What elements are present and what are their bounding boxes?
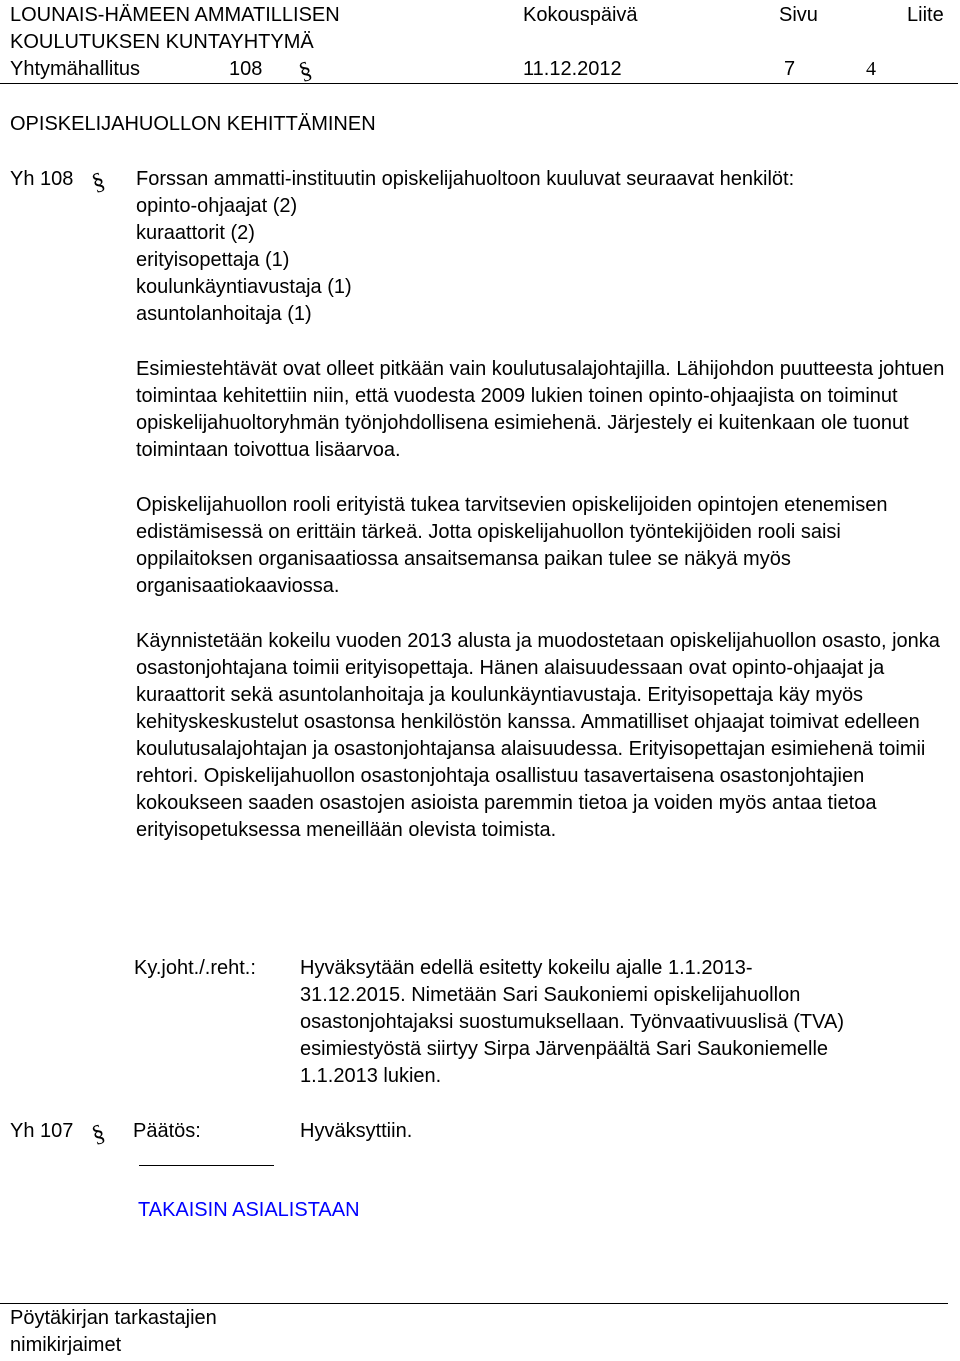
svg-text:§: §	[88, 1120, 109, 1149]
body-name: Yhtymähallitus	[10, 58, 141, 80]
body-paragraph: Opiskelijahuollon rooli erityistä tukea tarvitsevien opiskelijoiden opintojen etenemisen edistämisessä on erittäin tärkeä. Jotta opiskelijahuollon työntekijöiden rooli saisi oppilaitoksen organisaatiossa ansaitsemansa paikan tulee se näkyä myös organisaatiokaaviossa.	[136, 494, 888, 597]
section-sign-icon	[295, 54, 316, 86]
back-to-agenda-link[interactable]: TAKAISIN ASIALISTAAN	[138, 1199, 360, 1221]
org-name-line1: LOUNAIS-HÄMEEN AMMATILLISEN	[10, 4, 340, 26]
svg-text:§: §	[88, 168, 109, 197]
proposal-line: Hyväksytään edellä esitetty kokeilu ajalle 1.1.2013-	[300, 957, 753, 979]
proposal-line: osastonjohtajaksi suostumuksellaan. Työnvaativuuslisä (TVA)	[300, 1011, 844, 1033]
proposal-line: 31.12.2015. Nimetään Sari Saukoniemi opiskelijahuollon	[300, 984, 801, 1006]
svg-text:§: §	[295, 57, 316, 86]
header-section-number: 108	[229, 58, 263, 80]
proposal-line: esimiestyöstä siirtyy Sirpa Järvenpäältä Sari Saukoniemelle	[300, 1038, 829, 1060]
proposal-label: Ky.joht./.reht.:	[134, 957, 256, 979]
body-paragraph: Käynnistetään kokeilu vuoden 2013 alusta ja muodostetaan opiskelijahuollon osasto, jonka osastonjohtajana toimii erityisopettaja. Hänen alaisuudessaan ovat opinto-ohjaajat ja kuraattorit sekä asuntolanhoitaja ja koulunkäyntiavustaja. Erityisopettaja käy myös kehityskeskustelut osastonsa henkilöstön kanssa. Ammatilliset ohjaajat toimivat edelleen koulutusalajohtajan ja osastonjohtajansa alaisuudessa. Erityisopettajan esimiehenä toimii rehtori. Opiskelijahuollon osastonjohtaja osallistuu tasavertaisena osastonjohtajien kokoukseen saaden osastojen asioista paremmin tietoa ja voiden myös antaa tietoa erityisopetuksessa meneillään olevista toimista.	[136, 630, 940, 841]
org-name-line2: KOULUTUKSEN KUNTAYHTYMÄ	[10, 31, 314, 53]
decision-label: Päätös:	[133, 1120, 201, 1142]
header-date: 11.12.2012	[523, 58, 622, 80]
item-intro: Forssan ammatti-instituutin opiskelijahuoltoon kuuluvat seuraavat henkilöt:	[136, 168, 795, 190]
decision-text: Hyväksyttiin.	[300, 1120, 413, 1142]
page-title: OPISKELIJAHUOLLON KEHITTÄMINEN	[10, 113, 376, 135]
proposal-line: 1.1.2013 lukien.	[300, 1065, 442, 1087]
header-page-number: 7	[784, 58, 796, 80]
page-label: Sivu	[779, 4, 818, 26]
item-label: Yh 108	[10, 168, 74, 190]
decision-ref: Yh 107	[10, 1120, 74, 1142]
staff-item: koulunkäyntiavustaja (1)	[136, 276, 352, 298]
attachment-label: Liite	[907, 4, 944, 26]
staff-item: asuntolanhoitaja (1)	[136, 303, 312, 325]
meeting-date-label: Kokouspäivä	[523, 4, 638, 26]
footer-line2: nimikirjaimet	[10, 1334, 122, 1356]
decision-underline	[139, 1165, 274, 1166]
footer-rule	[0, 1303, 948, 1304]
header-rule	[0, 83, 958, 84]
header-attachment-number: 4	[866, 58, 876, 80]
section-sign-icon	[88, 165, 109, 197]
body-paragraph: Esimiestehtävät ovat olleet pitkään vain koulutusalajohtajilla. Lähijohdon puutteesta johtuen toimintaa kehitettiin niin, että vuodesta 2009 lukien toinen opinto-ohjaajista on toiminut opiskelijahuoltoryhmän työnjohdollisena esimiehenä. Järjestely ei kuitenkaan ole tuonut toimintaan toivottua lisäarvoa.	[136, 358, 945, 461]
footer-line1: Pöytäkirjan tarkastajien	[10, 1307, 217, 1329]
staff-item: kuraattorit (2)	[136, 222, 255, 244]
staff-item: erityisopettaja (1)	[136, 249, 290, 271]
section-sign-icon	[88, 1117, 109, 1149]
staff-item: opinto-ohjaajat (2)	[136, 195, 298, 217]
